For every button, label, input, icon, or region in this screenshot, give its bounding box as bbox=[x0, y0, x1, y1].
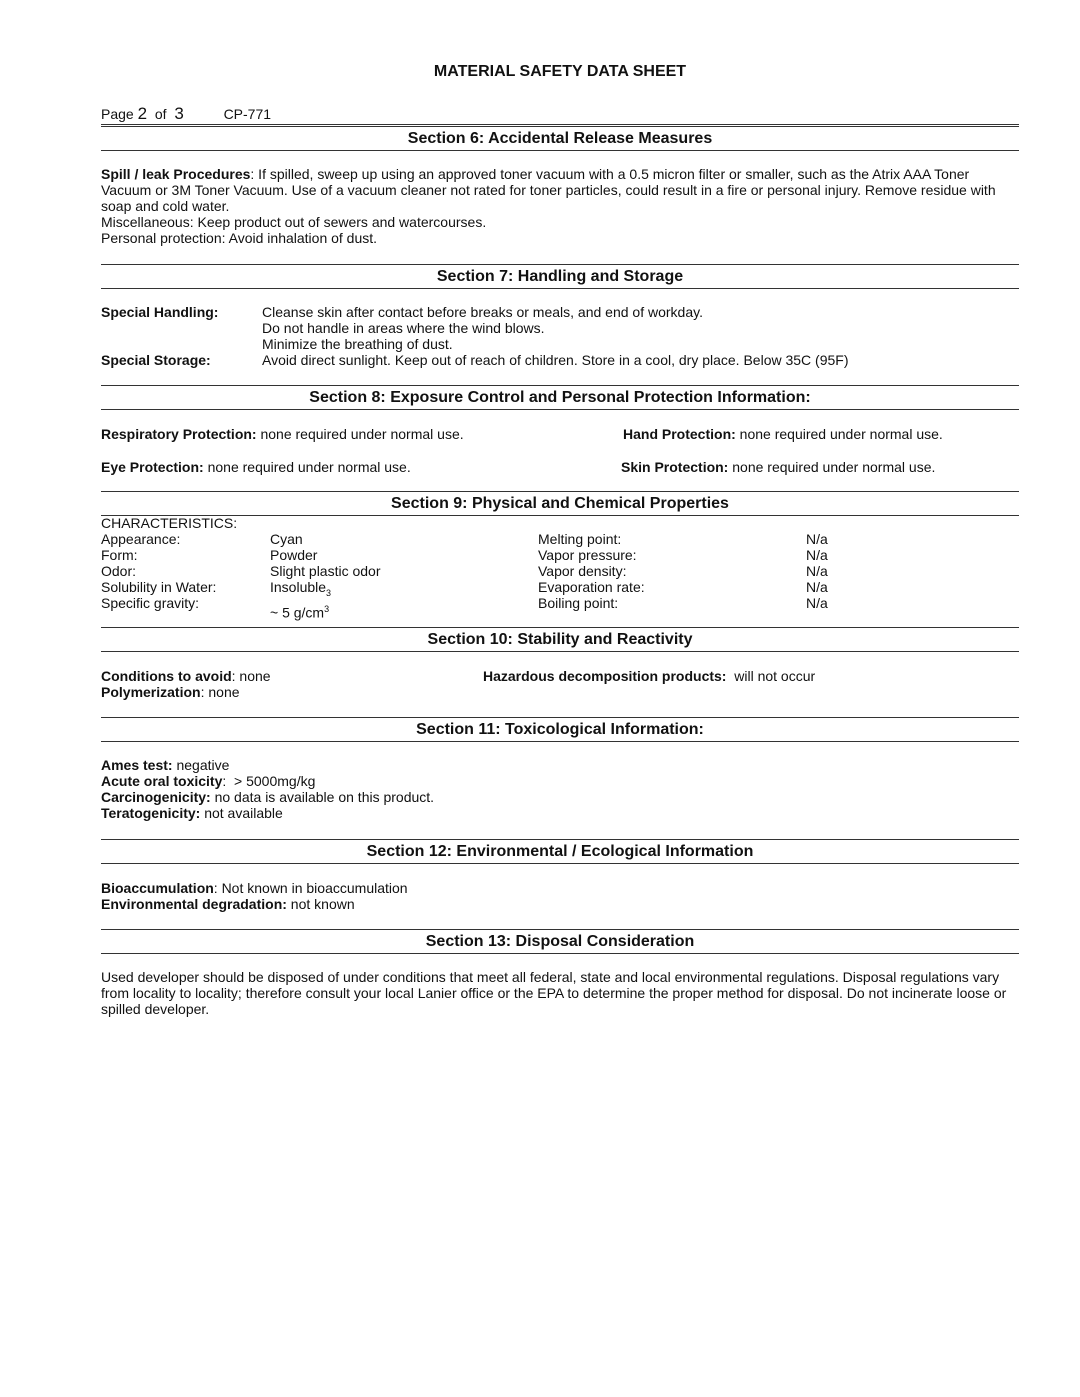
property-label: Solubility in Water: bbox=[101, 579, 217, 595]
special-handling-label: Special Handling: bbox=[101, 304, 219, 320]
teratogenicity-value: not available bbox=[200, 805, 283, 821]
respiratory-protection bbox=[101, 426, 464, 442]
special-storage-text: Avoid direct sunlight. Keep out of reach of children. Store in a cool, dry place. Below 35C (95F) bbox=[262, 352, 849, 368]
section-12-heading: Section 12: Environmental / Ecological Information bbox=[101, 839, 1019, 864]
ames-value: negative bbox=[172, 757, 230, 773]
handling-line: Do not handle in areas where the wind blows. bbox=[262, 320, 545, 336]
page-label: Page bbox=[101, 106, 134, 122]
carcinogenicity-label: Carcinogenicity: bbox=[101, 789, 211, 805]
right-labels bbox=[538, 531, 645, 611]
handling-line: Cleanse skin after contact before breaks or meals, and end of workday. bbox=[262, 304, 703, 320]
document-title: MATERIAL SAFETY DATA SHEET bbox=[433, 63, 687, 80]
property-label: Odor: bbox=[101, 563, 137, 579]
oral-label: Acute oral toxicity bbox=[101, 773, 223, 789]
skin-protection bbox=[621, 459, 935, 475]
hand-protection bbox=[623, 426, 943, 442]
polymerization-label: Polymerization bbox=[101, 684, 201, 700]
section-6-heading: Section 6: Accidental Release Measures bbox=[101, 124, 1019, 151]
teratogenicity-label: Teratogenicity: bbox=[101, 805, 201, 821]
section-10-heading: Section 10: Stability and Reactivity bbox=[101, 627, 1019, 652]
spill-procedures bbox=[101, 166, 1019, 214]
section-9-heading: Section 9: Physical and Chemical Properties bbox=[101, 491, 1019, 516]
ames-test bbox=[101, 757, 1019, 773]
right-values bbox=[806, 531, 828, 611]
section-11-body bbox=[101, 757, 1019, 821]
characteristics-label: CHARACTERISTICS: bbox=[101, 515, 238, 531]
section-13-body bbox=[101, 969, 1019, 1017]
special-storage-label: Special Storage: bbox=[101, 352, 211, 368]
page-number: 2 bbox=[137, 104, 148, 123]
degradation-value: not known bbox=[286, 896, 355, 912]
property-value: N/a bbox=[806, 579, 828, 595]
property-label: Appearance: bbox=[101, 531, 181, 547]
spill-label: Spill / leak Procedures bbox=[101, 166, 251, 182]
hand-value: none required under normal use. bbox=[735, 426, 943, 442]
left-values bbox=[270, 531, 381, 620]
page-indicator bbox=[101, 104, 271, 124]
property-label: Vapor pressure: bbox=[538, 547, 637, 563]
hand-label: Hand Protection: bbox=[623, 426, 736, 442]
conditions-label: Conditions to avoid bbox=[101, 668, 232, 684]
oral-value: : > 5000mg/kg bbox=[222, 773, 316, 789]
teratogenicity bbox=[101, 805, 1019, 821]
page-total: 3 bbox=[174, 104, 184, 123]
property-label: Vapor density: bbox=[538, 563, 627, 579]
left-labels bbox=[101, 531, 216, 611]
spill-text: : If spilled, sweep up using an approved toner vacuum with a 0.5 micron filter or smaller, such as the Atrix AAA Toner Vacuum or 3M Toner Vacuum. Use of a vacuum cleaner not rated for toner particles, could result in a fire or personal injury. Remove residue with soap and cold water. bbox=[101, 166, 996, 214]
property-value: Slight plastic odor bbox=[270, 563, 381, 579]
eye-label: Eye Protection: bbox=[101, 459, 204, 475]
section-12-body bbox=[101, 880, 1019, 912]
property-value bbox=[270, 579, 381, 601]
section-7-body bbox=[101, 304, 1019, 368]
disposal-text: Used developer should be disposed of under conditions that meet all federal, state and local environmental regulations. Disposal regulations vary from locality to locality; therefore consult your local Lanier office or the EPA to determine the proper method for disposal. Do not incinerate loose or spilled developer. bbox=[101, 969, 1007, 1017]
property-value bbox=[270, 601, 381, 621]
property-label: Specific gravity: bbox=[101, 595, 200, 611]
gravity-superscript: 3 bbox=[324, 603, 330, 614]
property-value: N/a bbox=[806, 547, 828, 563]
property-label: Form: bbox=[101, 547, 138, 563]
respiratory-label: Respiratory Protection: bbox=[101, 426, 257, 442]
hazardous-label: Hazardous decomposition products: bbox=[483, 668, 727, 684]
carcinogenicity-value: no data is available on this product. bbox=[210, 789, 435, 805]
property-value: Cyan bbox=[270, 531, 303, 547]
section-8-heading: Section 8: Exposure Control and Personal Protection Information: bbox=[101, 385, 1019, 410]
properties-table bbox=[101, 531, 1019, 621]
of-label: of bbox=[154, 106, 167, 122]
carcinogenicity bbox=[101, 789, 1019, 805]
respiratory-value: none required under normal use. bbox=[256, 426, 464, 442]
section-13-heading: Section 13: Disposal Consideration bbox=[101, 929, 1019, 954]
section-11-heading: Section 11: Toxicological Information: bbox=[101, 717, 1019, 742]
hazardous-value: will not occur bbox=[726, 668, 816, 684]
bioaccumulation bbox=[101, 880, 1019, 896]
gravity-value: ~ 5 g/cm bbox=[270, 604, 325, 621]
special-storage-row bbox=[101, 352, 1019, 368]
acute-oral-toxicity bbox=[101, 773, 1019, 789]
bioaccumulation-value: : Not known in bioaccumulation bbox=[213, 880, 408, 896]
eye-protection bbox=[101, 459, 411, 475]
special-handling-text bbox=[262, 304, 703, 352]
ames-label: Ames test: bbox=[101, 757, 173, 773]
property-label: Melting point: bbox=[538, 531, 622, 547]
property-value: N/a bbox=[806, 563, 828, 579]
property-value: N/a bbox=[806, 595, 828, 611]
solubility-subscript: 3 bbox=[326, 587, 332, 598]
polymerization bbox=[101, 684, 240, 700]
personal-protection-text: Personal protection: Avoid inhalation of dust. bbox=[101, 230, 378, 246]
skin-value: none required under normal use. bbox=[728, 459, 936, 475]
property-label: Evaporation rate: bbox=[538, 579, 645, 595]
polymerization-value: : none bbox=[200, 684, 240, 700]
section-9-body bbox=[101, 515, 1019, 621]
property-value: N/a bbox=[806, 531, 828, 547]
document-code: CP-771 bbox=[223, 106, 272, 122]
special-handling-row bbox=[101, 304, 1019, 352]
section-6-body bbox=[101, 166, 1019, 246]
property-label: Boiling point: bbox=[538, 595, 619, 611]
skin-label: Skin Protection: bbox=[621, 459, 729, 475]
environmental-degradation bbox=[101, 896, 1019, 912]
bioaccumulation-label: Bioaccumulation bbox=[101, 880, 214, 896]
property-value: Powder bbox=[270, 547, 318, 563]
handling-line: Minimize the breathing of dust. bbox=[262, 336, 453, 352]
degradation-label: Environmental degradation: bbox=[101, 896, 287, 912]
solubility-value: Insoluble bbox=[270, 579, 327, 595]
section-7-heading: Section 7: Handling and Storage bbox=[101, 264, 1019, 289]
conditions-to-avoid bbox=[101, 668, 271, 684]
hazardous-decomposition bbox=[483, 668, 815, 684]
eye-value: none required under normal use. bbox=[203, 459, 411, 475]
miscellaneous-text: Miscellaneous: Keep product out of sewers and watercourses. bbox=[101, 214, 487, 230]
conditions-value: : none bbox=[231, 668, 271, 684]
